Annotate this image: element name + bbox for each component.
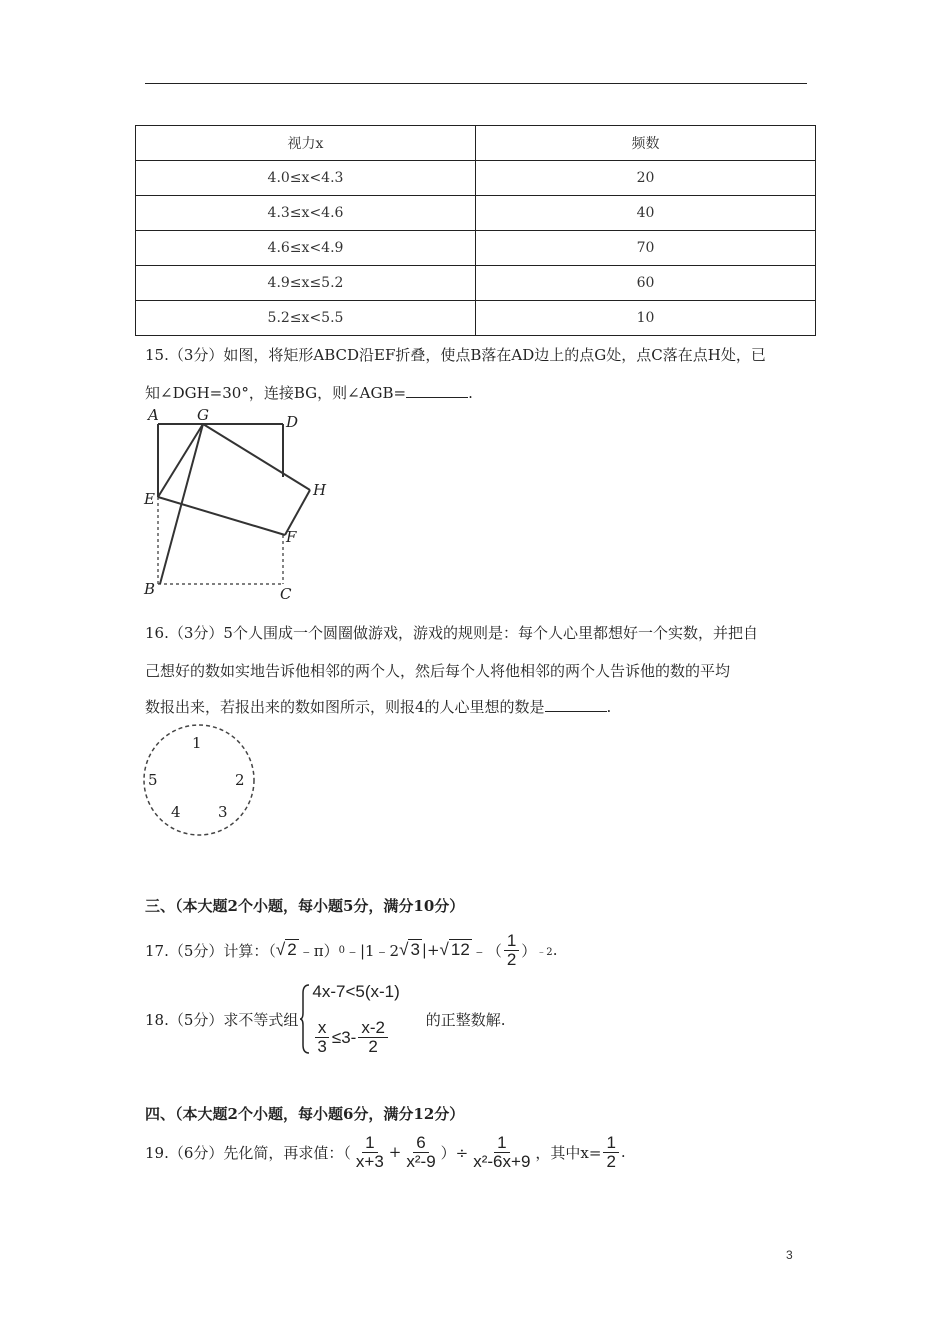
- sqrt-2: √ 2: [275, 940, 297, 960]
- exponent-neg-two: ﹣2: [536, 946, 553, 958]
- fraction-1-over-quadratic: $\frac{1}{\text{x²-6x+9}}$: [473, 1133, 531, 1171]
- label-C: C: [280, 585, 292, 602]
- page-number: 3: [786, 1248, 793, 1262]
- q19: [145, 1134, 626, 1171]
- header-vision: 视力x: [136, 126, 476, 161]
- q17-close: ）: [521, 941, 537, 960]
- q19-close-div: ）÷: [440, 1143, 469, 1162]
- label-H: H: [313, 481, 327, 499]
- q17-abs-close: |+: [421, 941, 440, 960]
- label-G: G: [197, 406, 209, 424]
- cell-range: 5.2≤x<5.5: [136, 301, 476, 336]
- sqrt-12: √ 12: [439, 940, 470, 960]
- q15-tail: .: [468, 384, 473, 402]
- section-3-heading: 三、（本大题2个小题，每小题5分，满分10分）: [145, 897, 465, 915]
- table-header-row: [136, 126, 816, 161]
- label-B: B: [144, 580, 156, 598]
- frequency-table: [135, 125, 816, 336]
- q17-prefix: 17.（5分）计算：（: [145, 941, 276, 960]
- segment-GH: [203, 424, 310, 490]
- q15-line2: [145, 382, 473, 403]
- table-row: [136, 301, 816, 336]
- q17-end: .: [552, 941, 558, 960]
- sqrt-3: √ 3: [399, 940, 420, 960]
- q18-suffix: 的正整数解.: [425, 1010, 506, 1029]
- q19-where: ，其中x=: [535, 1143, 602, 1162]
- q17-abs-open: ﹣|1﹣2: [344, 941, 400, 960]
- q15-text: 知∠DGH=30°，连接BG，则∠AGB=: [145, 384, 407, 402]
- q17: [145, 932, 557, 969]
- q18-prefix: 18.（5分）求不等式组: [145, 1010, 299, 1029]
- cell-count: 40: [476, 196, 816, 231]
- cell-count: 70: [476, 231, 816, 266]
- q16-line2: 己想好的数如实地告诉他相邻的两个人，然后每个人将他相邻的两个人告诉他的数的平均: [145, 662, 731, 680]
- q16-line1: 16.（3分）5个人围成一个圆圈做游戏，游戏的规则是：每个人心里都想好一个实数，并把自: [145, 624, 758, 642]
- fold-rectangle-figure: [138, 402, 338, 602]
- label-F: F: [286, 528, 297, 546]
- circle-number: 2: [235, 771, 245, 789]
- section-4-heading: 四、（本大题2个小题，每小题6分，满分12分）: [145, 1105, 465, 1123]
- q17-minus-paren: ﹣（: [471, 941, 502, 960]
- q15-line1: 15.（3分）如图，将矩形ABCD沿EF折叠，使点B落在AD边上的点G处，点C落在点H处，已: [145, 346, 766, 364]
- q16-tail: .: [606, 698, 612, 716]
- fraction-one-half: $\frac{1}{2}$: [504, 932, 519, 969]
- cell-range: 4.3≤x<4.6: [136, 196, 476, 231]
- fraction-6-over-x2-minus-9: $\frac{6}{\text{x²-9}}$: [406, 1133, 436, 1171]
- q19-end: .: [620, 1143, 626, 1162]
- exponent-zero: 0: [338, 944, 345, 956]
- inequality-1: 4x-7<5(x-1): [312, 982, 400, 1001]
- label-A: A: [148, 406, 159, 424]
- answer-blank: [406, 383, 468, 398]
- cell-count: 60: [476, 266, 816, 301]
- fraction-x-minus-2-over-2: $\frac{x-2}{2}$: [358, 1019, 388, 1056]
- circle-number: 4: [171, 803, 181, 821]
- q16-line3: [145, 696, 611, 717]
- cell-range: 4.6≤x<4.9: [136, 231, 476, 266]
- inequality-system: [312, 982, 399, 1056]
- system-brace: [300, 983, 310, 1055]
- segment-EF: [158, 497, 285, 535]
- label-E: E: [144, 490, 155, 508]
- circle-number: 1: [192, 734, 202, 752]
- inequality-2: [312, 1019, 399, 1056]
- fraction-x-over-3: $\frac{x}{3}$: [314, 1019, 329, 1056]
- fraction-1-over-x-plus-3: $\frac{1}{x+3}$: [355, 1133, 384, 1171]
- header-frequency: 频数: [476, 126, 816, 161]
- table-row: [136, 161, 816, 196]
- q17-minus-pi: ﹣π）: [298, 941, 339, 960]
- number-circle-figure: [138, 722, 263, 840]
- answer-blank: [545, 697, 607, 712]
- circle-number: 3: [218, 803, 228, 821]
- segment-EG: [158, 424, 203, 497]
- q18: [145, 982, 506, 1056]
- circle-number: 5: [148, 771, 158, 789]
- table-row: [136, 231, 816, 266]
- q19-prefix: 19.（6分）先化简，再求值：（: [145, 1143, 351, 1162]
- header-rule: [145, 83, 807, 84]
- cell-range: 4.0≤x<4.3: [136, 161, 476, 196]
- fraction-x-value: $\frac{1}{2}$: [603, 1134, 618, 1171]
- cell-count: 10: [476, 301, 816, 336]
- q16-text: 数报出来，若报出来的数如图所示，则报4的人心里想的数是: [145, 698, 545, 716]
- segment-GB: [160, 424, 203, 584]
- q19-plus: +: [388, 1143, 402, 1162]
- label-D: D: [286, 413, 299, 431]
- table-row: [136, 266, 816, 301]
- table-row: [136, 196, 816, 231]
- inequality-2-mid: ≤3-: [331, 1027, 357, 1047]
- cell-count: 20: [476, 161, 816, 196]
- cell-range: 4.9≤x≤5.2: [136, 266, 476, 301]
